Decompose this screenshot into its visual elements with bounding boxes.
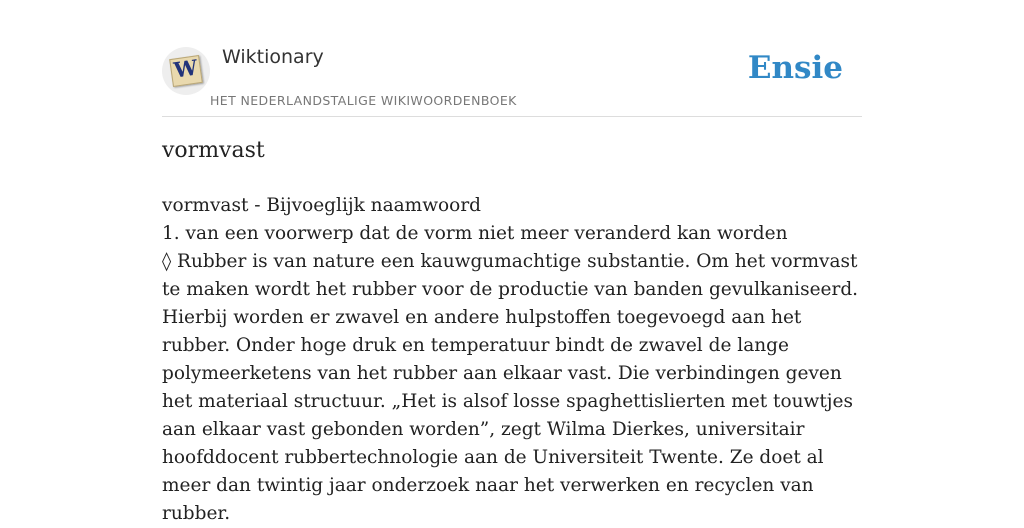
page-title: vormvast: [162, 138, 265, 163]
logo-tile: [169, 55, 203, 87]
entry-definition: 1. van een voorwerp dat de vorm niet meer veranderd kan worden: [162, 223, 788, 244]
entry-example: ◊ Rubber is van nature een kauwgumachtige substantie. Om het vormvast te maken wordt het rubber voor de productie van banden gevulkaniseerd. Hierbij worden er zwavel en andere hulpstoffen toegevoegd aan het rubber. Onder hoge druk en temperatuur bindt de zwavel de lange polymeerketens van het rubber aan elkaar vast. Die verbindingen geven het materiaal structuur. „Het is alsof losse spaghettislierten met touwtjes aan elkaar vast gebonden worden”, zegt Wilma Dierkes, universitair hoofddocent rubbertechnologie aan de Universiteit Twente. Ze doet al meer dan twintig jaar onderzoek naar het verwerken en recyclen van rubber.: [162, 251, 859, 524]
entry-headline: vormvast - Bijvoeglijk naamwoord: [162, 195, 481, 216]
ensie-brand-link[interactable]: Ensie: [747, 50, 843, 86]
wiktionary-logo-icon[interactable]: [162, 47, 210, 95]
logo-letter: W: [172, 54, 200, 83]
entry-content: [162, 192, 862, 528]
site-header: [162, 40, 862, 117]
site-name[interactable]: Wiktionary: [222, 46, 324, 68]
site-tagline: HET NEDERLANDSTALIGE WIKIWOORDENBOEK: [210, 93, 517, 108]
